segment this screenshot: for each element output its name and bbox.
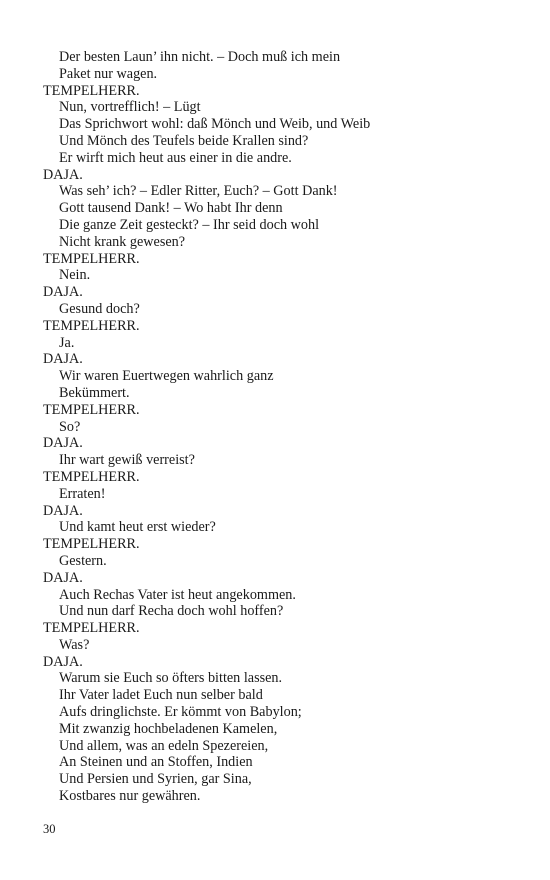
verse-line: Nun, vortrefflich! – Lügt <box>59 99 201 116</box>
verse-line: Paket nur wagen. <box>59 65 158 82</box>
speaker-name: TEMPELHERR. <box>43 317 140 334</box>
verse-line: Ja. <box>59 334 75 351</box>
speaker-name: TEMPELHERR. <box>43 82 140 99</box>
speaker-name: DAJA. <box>43 166 83 183</box>
page-number: 30 <box>43 822 56 836</box>
speaker-name: TEMPELHERR. <box>43 250 140 267</box>
verse-line: Und allem, was an edeln Spezereien, <box>59 737 269 754</box>
verse-line: So? <box>59 418 81 435</box>
verse-line: Aufs dringlichste. Er kömmt von Babylon; <box>59 704 302 721</box>
drama-text <box>43 49 513 805</box>
speaker-name: DAJA. <box>43 435 83 452</box>
verse-line: Und Mönch des Teufels beide Krallen sind? <box>59 132 309 149</box>
speaker-name: DAJA. <box>43 284 83 301</box>
verse-line: Was? <box>59 636 90 653</box>
speaker-name: DAJA. <box>43 502 83 519</box>
speaker-name: TEMPELHERR. <box>43 468 140 485</box>
verse-line: Er wirft mich heut aus einer in die andre. <box>59 149 292 166</box>
speaker-name: DAJA. <box>43 569 83 586</box>
verse-line: Kostbares nur gewähren. <box>59 788 201 805</box>
verse-line: Ihr wart gewiß verreist? <box>59 452 195 469</box>
verse-line: Mit zwanzig hochbeladenen Kamelen, <box>59 720 278 737</box>
verse-line: Bekümmert. <box>59 384 130 401</box>
verse-line: Die ganze Zeit gesteckt? – Ihr seid doch wohl <box>59 216 320 233</box>
verse-line: Und nun darf Recha doch wohl hoffen? <box>59 603 284 620</box>
verse-line: Nein. <box>59 267 91 284</box>
verse-line: An Steinen und an Stoffen, Indien <box>59 754 253 771</box>
speaker-name: TEMPELHERR. <box>43 536 140 553</box>
speaker-name: DAJA. <box>43 653 83 670</box>
verse-line: Gestern. <box>59 552 107 569</box>
verse-line: Das Sprichwort wohl: daß Mönch und Weib, und Weib <box>59 116 371 133</box>
verse-line: Warum sie Euch so öfters bitten lassen. <box>59 670 283 687</box>
speaker-name: DAJA. <box>43 351 83 368</box>
verse-line: Ihr Vater ladet Euch nun selber bald <box>59 687 263 704</box>
verse-line: Der besten Laun’ ihn nicht. – Doch muß ich mein <box>59 49 341 65</box>
verse-line: Und Persien und Syrien, gar Sina, <box>59 771 252 788</box>
verse-line: Und kamt heut erst wieder? <box>59 519 216 536</box>
verse-line: Gott tausend Dank! – Wo habt Ihr denn <box>59 200 283 217</box>
verse-line: Auch Rechas Vater ist heut angekommen. <box>59 586 296 603</box>
verse-line: Erraten! <box>59 485 106 502</box>
verse-line: Was seh’ ich? – Edler Ritter, Euch? – Gott Dank! <box>59 183 338 200</box>
verse-line: Gesund doch? <box>59 300 140 317</box>
verse-line: Nicht krank gewesen? <box>59 233 186 250</box>
verse-line: Wir waren Euertwegen wahrlich ganz <box>59 368 274 385</box>
speaker-name: TEMPELHERR. <box>43 620 140 637</box>
speaker-name: TEMPELHERR. <box>43 401 140 418</box>
